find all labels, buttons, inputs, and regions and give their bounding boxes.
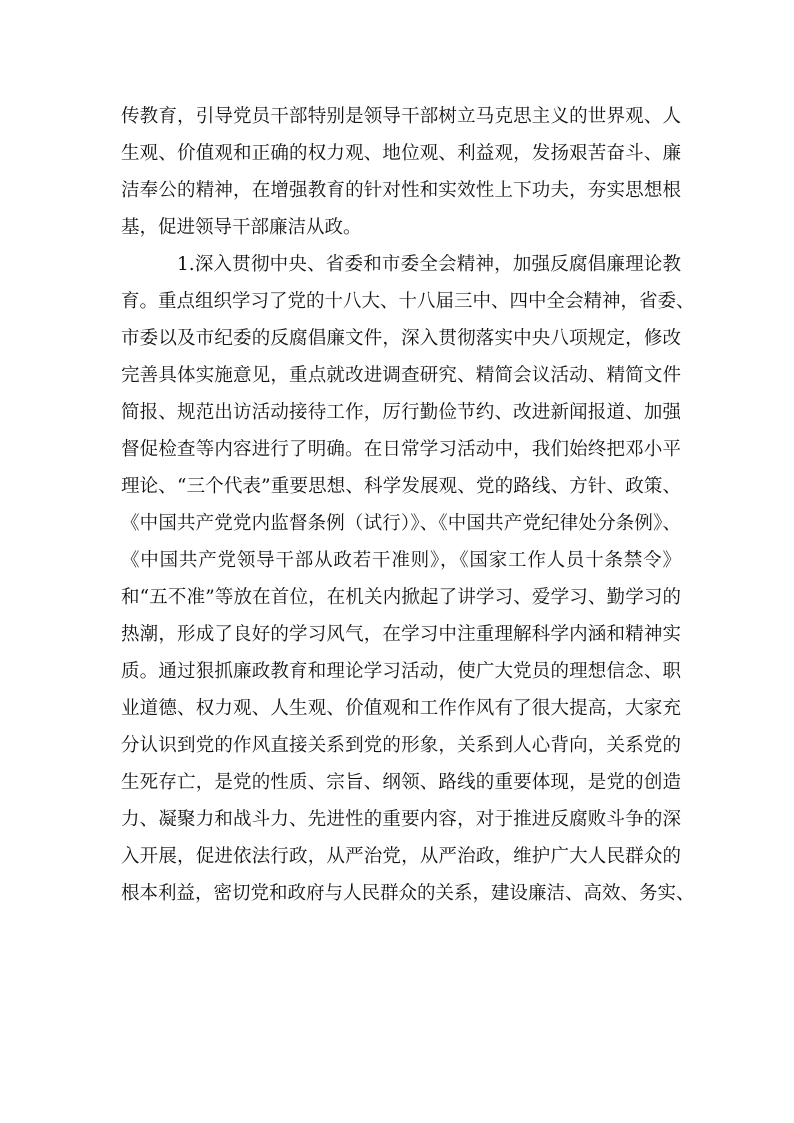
text-line: 督促检查等内容进行了明确。在日常学习活动中，我们始终把邓小平 [121, 439, 681, 460]
text-line: 入开展，促进依法行政，从严治党，从严治政，维护广大人民群众的 [121, 846, 681, 867]
text-line: 和“五不准”等放在首位，在机关内掀起了讲学习、爱学习、勤学习的 [121, 587, 681, 608]
text-line: 基，促进领导干部廉洁从政。 [121, 217, 362, 238]
text-line: 分认识到党的作风直接关系到党的形象，关系到人心背向，关系党的 [121, 735, 681, 756]
text-line: 市委以及市纪委的反腐倡廉文件，深入贯彻落实中央八项规定，修改 [121, 328, 681, 349]
text-line: 《中国共产党党内监督条例（试行）》、《中国共产党纪律处分条例》、 [121, 513, 681, 534]
text-line: 热潮，形成了良好的学习风气，在学习中注重理解科学内涵和精神实 [121, 624, 681, 645]
body-text [121, 98, 695, 912]
text-line: 《中国共产党领导干部从政若干准则》，《国家工作人员十条禁令》 [121, 550, 681, 571]
text-line: 生死存亡，是党的性质、宗旨、纲领、路线的重要体现，是党的创造 [121, 772, 681, 793]
text-line: 生观、价值观和正确的权力观、地位观、利益观，发扬艰苦奋斗、廉 [121, 143, 681, 164]
text-line: 完善具体实施意见，重点就改进调查研究、精简会议活动、精简文件 [121, 365, 681, 386]
text-line: 简报、规范出访活动接待工作，厉行勤俭节约、改进新闻报道、加强 [121, 402, 681, 423]
text-line: 业道德、权力观、人生观、价值观和工作作风有了很大提高，大家充 [121, 698, 681, 719]
text-line: 传教育，引导党员干部特别是领导干部树立马克思主义的世界观、人 [121, 106, 681, 127]
text-line: 育。重点组织学习了党的十八大、十八届三中、四中全会精神，省委、 [121, 291, 695, 312]
text-line: 理论、“三个代表”重要思想、科学发展观、党的路线、方针、政策、 [121, 476, 681, 497]
text-line: 力、凝聚力和战斗力、先进性的重要内容，对于推进反腐败斗争的深 [121, 809, 681, 830]
text-line: 根本利益，密切党和政府与人民群众的关系，建设廉洁、高效、务实、 [121, 883, 695, 904]
text-line: 质。通过狠抓廉政教育和理论学习活动，使广大党员的理想信念、职 [121, 661, 681, 682]
section-heading-line: 1.深入贯彻中央、省委和市委全会精神，加强反腐倡廉理论教 [177, 254, 681, 275]
text-line: 洁奉公的精神，在增强教育的针对性和实效性上下功夫，夯实思想根 [121, 180, 681, 201]
